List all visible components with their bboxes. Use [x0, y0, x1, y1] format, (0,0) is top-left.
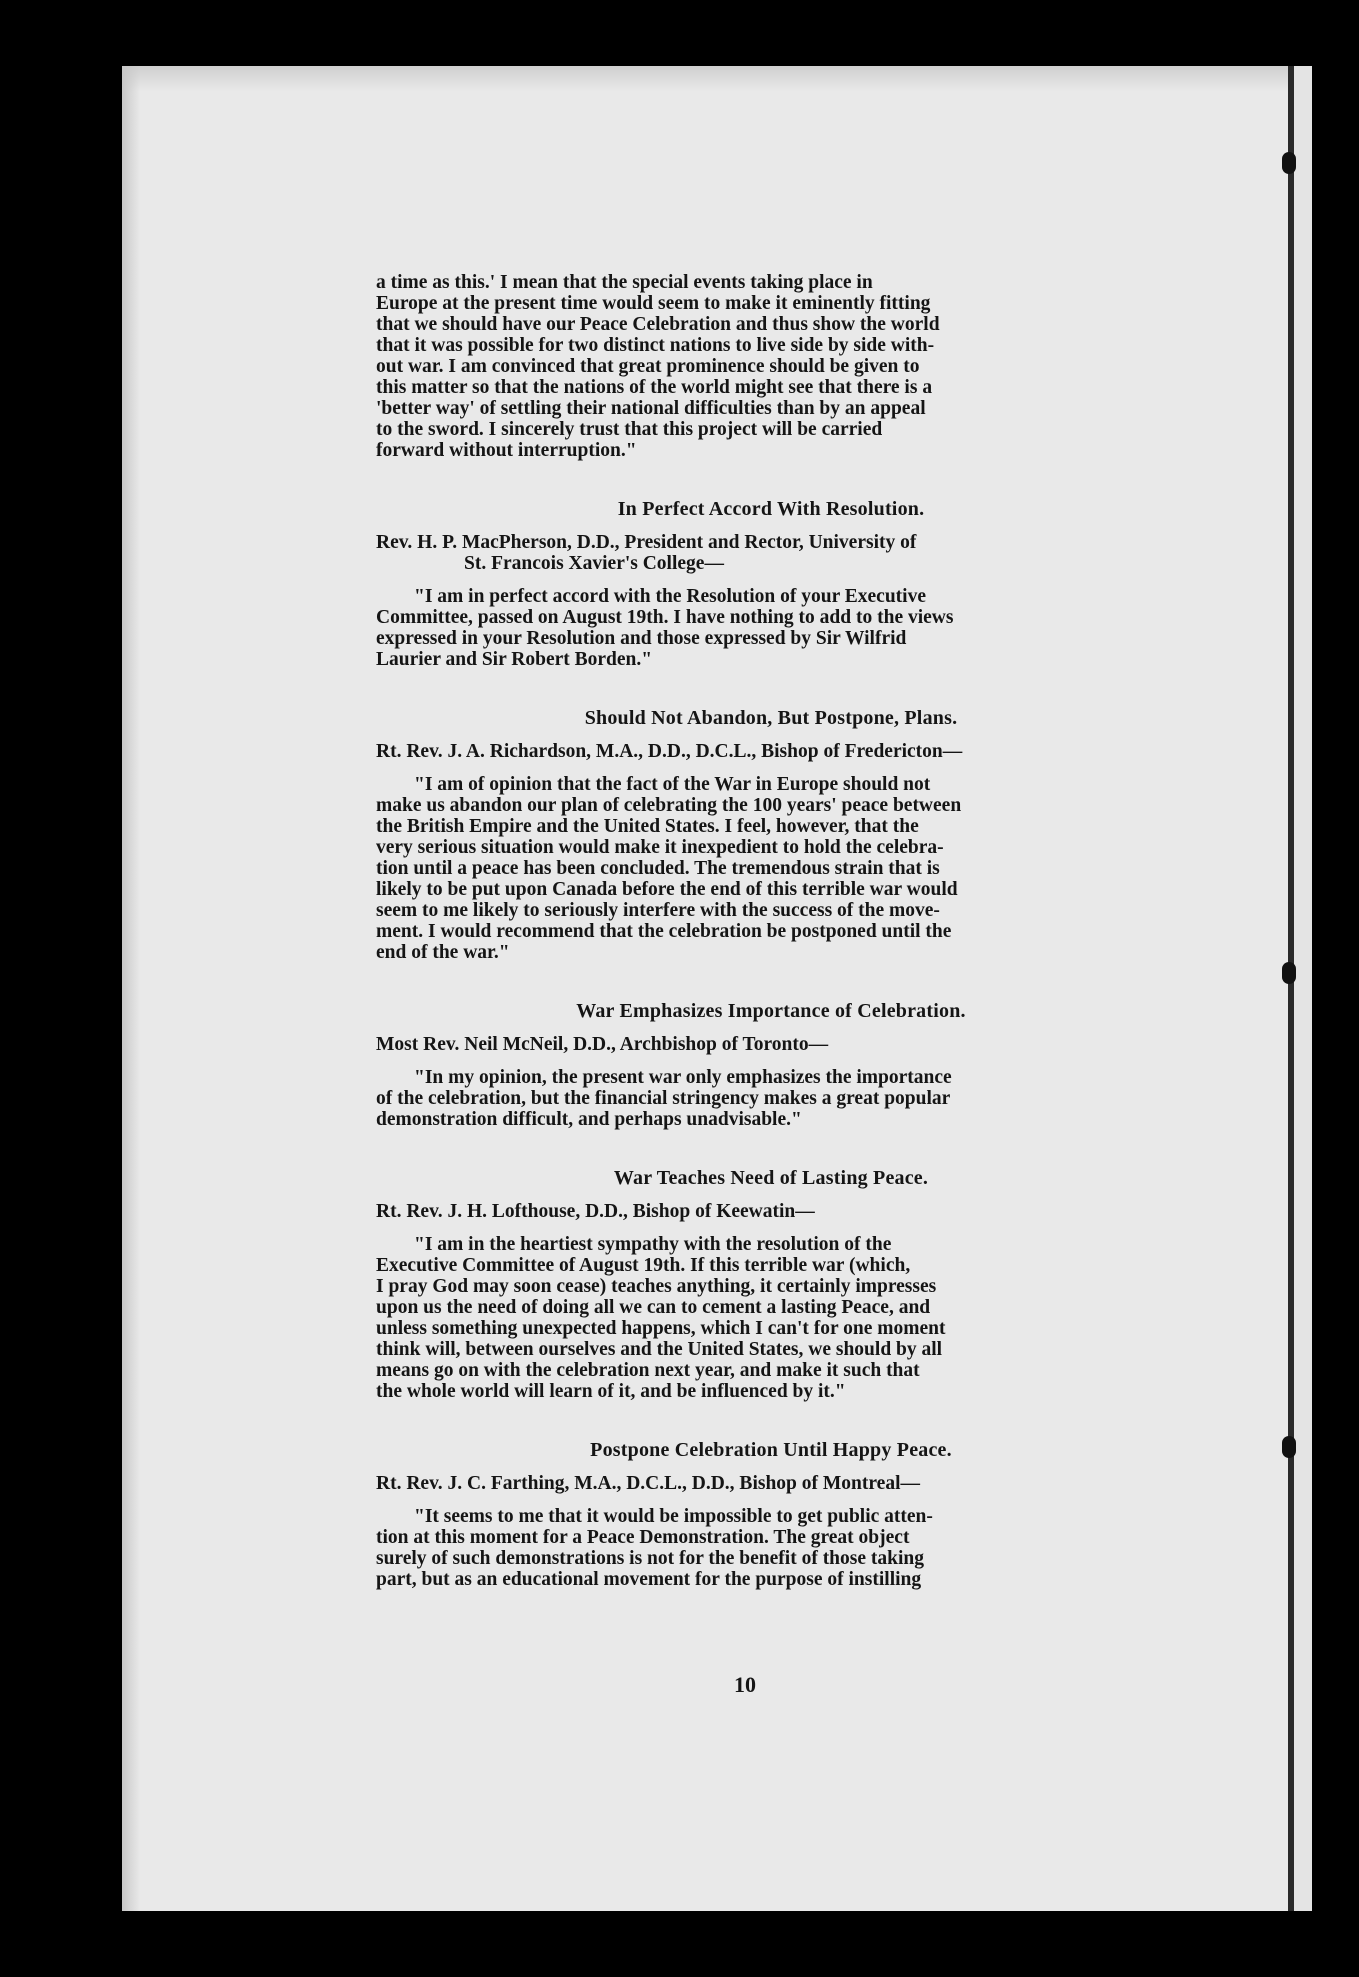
section-heading: In Perfect Accord With Resolution.: [617, 498, 925, 520]
binding-mark: [1282, 962, 1296, 984]
section-war-teaches: [376, 1168, 1166, 1402]
section-byline: Rev. H. P. MacPherson, D.D., President and Rector, University of St. Francois Xavier's College—: [376, 532, 917, 574]
section-byline: Most Rev. Neil McNeil, D.D., Archbishop of Toronto—: [376, 1034, 829, 1055]
section-paragraph: "I am of opinion that the fact of the War in Europe should not make us abandon our plan of celebrating the 100 years' peace between the British Empire and the United States. I feel, however, that the very serious situation would make it inexpedient to hold the celebra- tion until a peace has been concluded. The tremendous strain that is likely to be put upon Canada before the end of this terrible war would seem to me likely to seriously interfere with the success of the move- ment. I would recommend that the celebration be postponed until the end of the war.": [376, 774, 962, 963]
section-war-emphasizes: [376, 1001, 1166, 1130]
section-paragraph: "In my opinion, the present war only emphasizes the importance of the celebration, but the financial stringency makes a great popular demonstration difficult, and perhaps unadvisable.": [376, 1067, 952, 1130]
section-paragraph: "I am in perfect accord with the Resolution of your Executive Committee, passed on August 19th. I have nothing to add to the views expressed in your Resolution and those expressed by Sir Wilfrid Laurier and Sir Robert Borden.": [376, 586, 954, 670]
section-heading: War Emphasizes Importance of Celebration.: [576, 1000, 966, 1022]
section-postpone-celebration: [376, 1440, 1166, 1590]
document-page: [122, 66, 1312, 1911]
binding-mark: [1282, 152, 1296, 174]
page-number: 10: [734, 1672, 756, 1697]
section-should-not-abandon: [376, 708, 1166, 963]
page-top-shadow: [122, 66, 1312, 92]
section-paragraph: "I am in the heartiest sympathy with the resolution of the Executive Committee of August 19th. If this terrible war (which, I pray God may soon cease) teaches anything, it certainly impresses upon us the need of doing all we can to cement a lasting Peace, and unless something unexpected happens, which I can't for one moment think will, between ourselves and the United States, we should by all means go on with the celebration next year, and make it such that the whole world will learn of it, and be influenced by it.": [376, 1234, 946, 1402]
section-byline: Rt. Rev. J. C. Farthing, M.A., D.C.L., D.D., Bishop of Montreal—: [376, 1473, 921, 1494]
section-byline: Rt. Rev. J. A. Richardson, M.A., D.D., D.C.L., Bishop of Fredericton—: [376, 741, 963, 762]
section-heading: Postpone Celebration Until Happy Peace.: [590, 1439, 952, 1461]
section-paragraph: "It seems to me that it would be impossible to get public atten- tion at this moment for a Peace Demonstration. The great object surely of such demonstrations is not for the benefit of those taking part, but as an educational movement for the purpose of instilling: [376, 1506, 933, 1590]
section-perfect-accord: [376, 499, 1166, 670]
page-left-shadow: [122, 66, 140, 1911]
section-heading: Should Not Abandon, But Postpone, Plans.: [584, 707, 958, 729]
section-byline: Rt. Rev. J. H. Lofthouse, D.D., Bishop of Keewatin—: [376, 1201, 815, 1222]
document-body: [376, 272, 1166, 1590]
binding-mark: [1282, 1436, 1296, 1458]
opening-paragraph: a time as this.' I mean that the special events taking place in Europe at the present time would seem to make it eminently fitting that we should have our Peace Celebration and thus show the world that it was possible for two distinct nations to live side by side with- out war. I am convinced that great prominence should be given to this matter so that the nations of the world might see that there is a 'better way' of settling their national difficulties than by an appeal to the sword. I sincerely trust that this project will be carried forward without interruption.": [376, 272, 940, 461]
section-heading: War Teaches Need of Lasting Peace.: [613, 1167, 929, 1189]
facing-page-edge: [1294, 66, 1312, 1911]
